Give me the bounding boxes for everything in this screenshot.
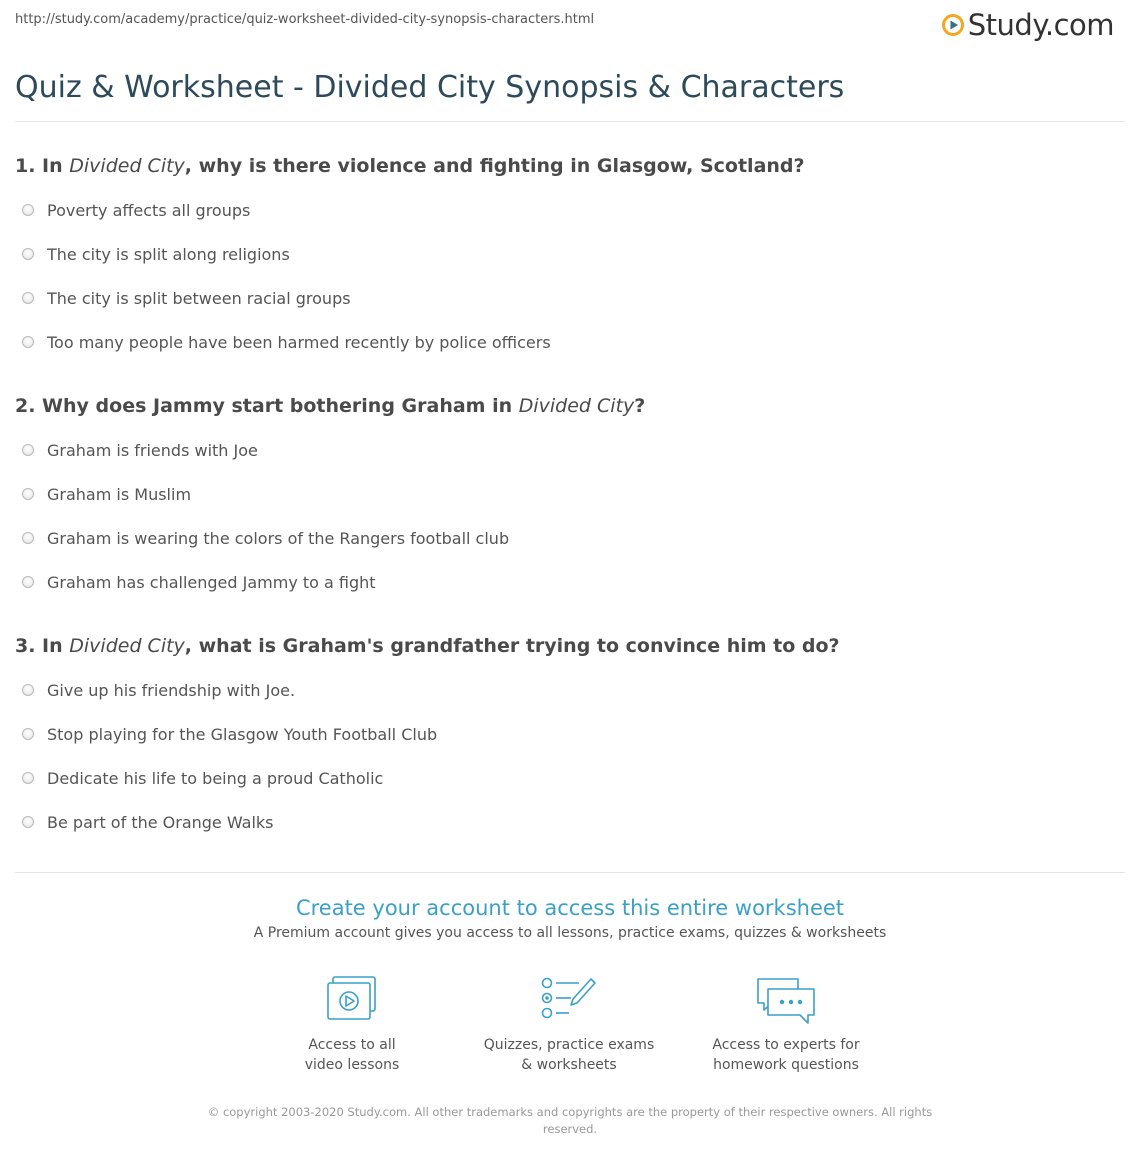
page-title: Quiz & Worksheet - Divided City Synopsis & Characters bbox=[15, 70, 845, 105]
chat-bubbles-icon bbox=[754, 975, 818, 1027]
copyright-footer: © copyright 2003-2020 Study.com. All other trademarks and copyrights are the property of their respective owners. All rights reserved. bbox=[207, 1105, 933, 1136]
answer-choice[interactable]: Dedicate his life to being a proud Catholic bbox=[22, 767, 383, 789]
answer-choice[interactable]: Stop playing for the Glasgow Youth Football Club bbox=[22, 723, 437, 745]
radio-button[interactable] bbox=[22, 204, 34, 216]
radio-button[interactable] bbox=[22, 816, 34, 828]
logo-text: Study.com bbox=[967, 8, 1114, 42]
radio-button[interactable] bbox=[22, 684, 34, 696]
feature-video-lessons bbox=[252, 975, 452, 1075]
answer-choice[interactable]: Graham is Muslim bbox=[22, 483, 191, 505]
radio-button[interactable] bbox=[22, 576, 34, 588]
feature-quizzes bbox=[469, 975, 669, 1075]
radio-button[interactable] bbox=[22, 772, 34, 784]
radio-button[interactable] bbox=[22, 248, 34, 260]
answer-choice[interactable]: Be part of the Orange Walks bbox=[22, 811, 274, 833]
answer-choice[interactable]: Graham is friends with Joe bbox=[22, 439, 258, 461]
feature-line: Access to all bbox=[308, 1037, 396, 1053]
answer-choice[interactable]: Too many people have been harmed recently by police officers bbox=[22, 331, 551, 353]
top-bar bbox=[0, 0, 1140, 60]
radio-button[interactable] bbox=[22, 336, 34, 348]
play-logo-icon bbox=[942, 14, 964, 36]
question-3: 3. In Divided City, what is Graham's grandfather trying to convince him to do? bbox=[15, 635, 840, 657]
feature-line: Quizzes, practice exams bbox=[483, 1037, 655, 1053]
radio-button[interactable] bbox=[22, 728, 34, 740]
feature-line: homework questions bbox=[713, 1057, 859, 1073]
page-url: http://study.com/academy/practice/quiz-worksheet-divided-city-synopsis-characters.html bbox=[15, 12, 595, 27]
answer-choice[interactable]: The city is split along religions bbox=[22, 243, 290, 265]
answer-choice[interactable]: Graham has challenged Jammy to a fight bbox=[22, 571, 376, 593]
quiz-checklist-icon bbox=[541, 975, 597, 1021]
feature-line: video lessons bbox=[304, 1057, 400, 1073]
feature-line: & worksheets bbox=[521, 1057, 617, 1073]
radio-button[interactable] bbox=[22, 532, 34, 544]
question-2: 2. Why does Jammy start bothering Graham in Divided City? bbox=[15, 395, 646, 417]
create-account-link[interactable]: Create your account to access this entire worksheet bbox=[295, 896, 845, 920]
divider bbox=[15, 121, 1125, 122]
feature-line: Access to experts for bbox=[712, 1037, 860, 1053]
answer-choice[interactable]: Give up his friendship with Joe. bbox=[22, 679, 295, 701]
study-logo[interactable] bbox=[942, 8, 1114, 42]
radio-button[interactable] bbox=[22, 488, 34, 500]
video-lesson-icon bbox=[326, 975, 378, 1021]
question-1: 1. In Divided City, why is there violence and fighting in Glasgow, Scotland? bbox=[15, 155, 805, 177]
radio-button[interactable] bbox=[22, 292, 34, 304]
feature-experts bbox=[686, 975, 886, 1075]
answer-choice[interactable]: Graham is wearing the colors of the Rangers football club bbox=[22, 527, 509, 549]
radio-button[interactable] bbox=[22, 444, 34, 456]
answer-choice[interactable]: Poverty affects all groups bbox=[22, 199, 250, 221]
answer-choice[interactable]: The city is split between racial groups bbox=[22, 287, 351, 309]
premium-description: A Premium account gives you access to all lessons, practice exams, quizzes & worksheets bbox=[253, 925, 887, 941]
divider bbox=[15, 872, 1125, 873]
